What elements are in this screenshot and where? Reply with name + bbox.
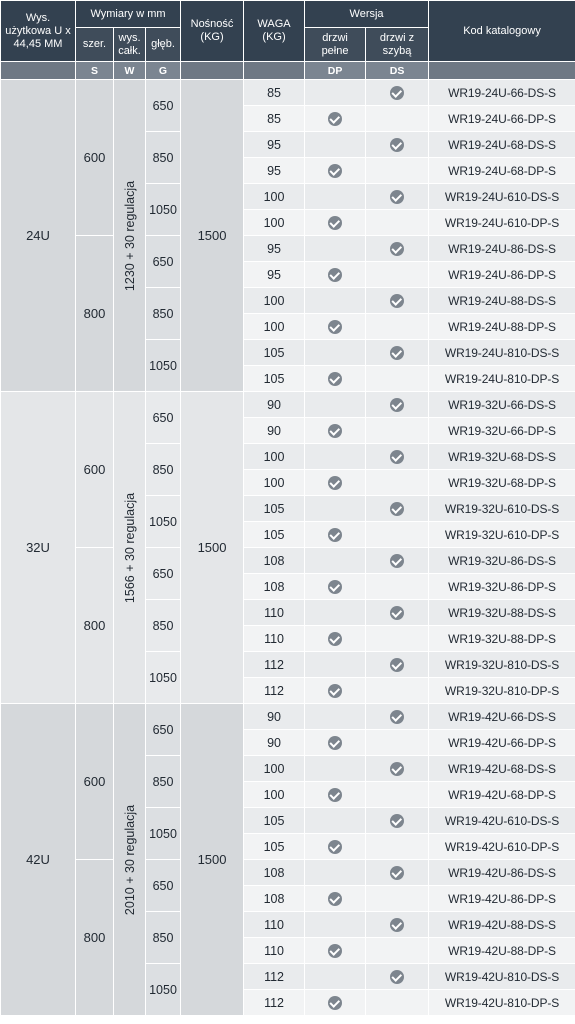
glass-door-cell (366, 314, 429, 340)
catalog-code-cell: WR19-32U-810-DS-S (429, 652, 575, 678)
height-u-cell: 42U (1, 704, 76, 1016)
weight-cell: 100 (244, 210, 305, 236)
code-blank (181, 62, 244, 80)
code-total-height: W (114, 62, 146, 80)
solid-door-cell (305, 860, 366, 886)
glass-door-cell (366, 522, 429, 548)
width-cell: 800 (76, 236, 114, 392)
solid-door-cell (305, 678, 366, 704)
header-total-height: wys. całk. (114, 28, 146, 62)
glass-door-cell (366, 860, 429, 886)
solid-door-cell (305, 834, 366, 860)
weight-cell: 105 (244, 808, 305, 834)
catalog-code-cell: WR19-42U-66-DP-S (429, 730, 575, 756)
glass-door-cell (366, 730, 429, 756)
catalog-code-cell: WR19-32U-810-DP-S (429, 678, 575, 704)
check-circle-icon (390, 814, 404, 828)
weight-cell: 90 (244, 704, 305, 730)
weight-cell: 110 (244, 938, 305, 964)
check-circle-icon (328, 476, 342, 490)
depth-cell: 650 (146, 860, 181, 912)
check-circle-icon (390, 710, 404, 724)
solid-door-cell (305, 262, 366, 288)
solid-door-cell (305, 990, 366, 1016)
weight-cell: 90 (244, 730, 305, 756)
weight-cell: 100 (244, 184, 305, 210)
width-cell: 800 (76, 860, 114, 1016)
check-circle-icon (328, 840, 342, 854)
table-row (1, 548, 575, 574)
depth-cell: 650 (146, 80, 181, 132)
check-circle-icon (328, 684, 342, 698)
depth-cell: 650 (146, 548, 181, 600)
solid-door-cell (305, 132, 366, 158)
catalog-code-cell: WR19-24U-86-DS-S (429, 236, 575, 262)
code-depth: G (146, 62, 181, 80)
catalog-code-cell: WR19-24U-810-DP-S (429, 366, 575, 392)
glass-door-cell (366, 990, 429, 1016)
glass-door-cell (366, 756, 429, 782)
weight-cell: 105 (244, 834, 305, 860)
catalog-code-cell: WR19-42U-66-DS-S (429, 704, 575, 730)
width-cell: 600 (76, 80, 114, 236)
catalog-code-cell: WR19-42U-810-DS-S (429, 964, 575, 990)
check-circle-icon (390, 86, 404, 100)
weight-cell: 110 (244, 600, 305, 626)
solid-door-cell (305, 626, 366, 652)
solid-door-cell (305, 210, 366, 236)
depth-cell: 1050 (146, 496, 181, 548)
header-depth: głęb. (146, 28, 181, 62)
check-circle-icon (390, 658, 404, 672)
glass-door-cell (366, 886, 429, 912)
solid-door-cell (305, 418, 366, 444)
catalog-code-cell: WR19-42U-88-DS-S (429, 912, 575, 938)
weight-cell: 108 (244, 860, 305, 886)
glass-door-cell (366, 938, 429, 964)
depth-cell: 850 (146, 288, 181, 340)
glass-door-cell (366, 210, 429, 236)
table-row (1, 392, 575, 418)
solid-door-cell (305, 340, 366, 366)
check-circle-icon (390, 294, 404, 308)
glass-door-cell (366, 652, 429, 678)
total-height-label: 2010 + 30 regulacja (122, 804, 137, 915)
weight-cell: 108 (244, 548, 305, 574)
weight-cell: 100 (244, 782, 305, 808)
width-cell: 600 (76, 704, 114, 860)
total-height-cell (114, 80, 146, 392)
check-circle-icon (390, 398, 404, 412)
glass-door-cell (366, 444, 429, 470)
header-version: Wersja (305, 1, 429, 28)
depth-cell: 1050 (146, 964, 181, 1016)
catalog-code-cell: WR19-24U-66-DP-S (429, 106, 575, 132)
solid-door-cell (305, 808, 366, 834)
weight-cell: 90 (244, 392, 305, 418)
check-circle-icon (328, 112, 342, 126)
glass-door-cell (366, 340, 429, 366)
glass-door-cell (366, 912, 429, 938)
header-dimensions: Wymiary w mm (76, 1, 181, 28)
depth-cell: 1050 (146, 340, 181, 392)
weight-cell: 112 (244, 964, 305, 990)
glass-door-cell (366, 704, 429, 730)
code-blank (244, 62, 305, 80)
catalog-code-cell: WR19-24U-68-DP-S (429, 158, 575, 184)
weight-cell: 112 (244, 990, 305, 1016)
weight-cell: 95 (244, 262, 305, 288)
weight-cell: 85 (244, 106, 305, 132)
height-u-cell: 32U (1, 392, 76, 704)
check-circle-icon (390, 138, 404, 152)
solid-door-cell (305, 80, 366, 106)
solid-door-cell (305, 444, 366, 470)
glass-door-cell (366, 184, 429, 210)
total-height-cell (114, 392, 146, 704)
glass-door-cell (366, 392, 429, 418)
solid-door-cell (305, 288, 366, 314)
solid-door-cell (305, 392, 366, 418)
depth-cell: 1050 (146, 652, 181, 704)
solid-door-cell (305, 938, 366, 964)
check-circle-icon (328, 580, 342, 594)
catalog-code-cell: WR19-42U-88-DP-S (429, 938, 575, 964)
catalog-code-cell: WR19-24U-88-DS-S (429, 288, 575, 314)
catalog-code-cell: WR19-32U-66-DP-S (429, 418, 575, 444)
header-load: Nośność (KG) (181, 1, 244, 62)
glass-door-cell (366, 574, 429, 600)
weight-cell: 112 (244, 652, 305, 678)
glass-door-cell (366, 288, 429, 314)
table-row (1, 236, 575, 262)
glass-door-cell (366, 132, 429, 158)
depth-cell: 850 (146, 756, 181, 808)
height-u-cell: 24U (1, 80, 76, 392)
catalog-code-cell: WR19-42U-86-DS-S (429, 860, 575, 886)
code-blank (429, 62, 575, 80)
glass-door-cell (366, 808, 429, 834)
depth-cell: 850 (146, 912, 181, 964)
header-solid-door: drzwi pełne (305, 28, 366, 62)
code-glass-door: DS (366, 62, 429, 80)
code-blank (1, 62, 76, 80)
check-circle-icon (328, 268, 342, 282)
load-cell: 1500 (181, 704, 244, 1016)
depth-cell: 850 (146, 132, 181, 184)
header-height-u: Wys. użytkowa U x 44,45 MM (1, 1, 76, 62)
solid-door-cell (305, 158, 366, 184)
check-circle-icon (390, 346, 404, 360)
check-circle-icon (328, 424, 342, 438)
check-circle-icon (390, 918, 404, 932)
depth-cell: 1050 (146, 808, 181, 860)
weight-cell: 108 (244, 886, 305, 912)
weight-cell: 95 (244, 132, 305, 158)
glass-door-cell (366, 782, 429, 808)
solid-door-cell (305, 496, 366, 522)
table-row (1, 860, 575, 886)
glass-door-cell (366, 106, 429, 132)
catalog-code-cell: WR19-24U-88-DP-S (429, 314, 575, 340)
solid-door-cell (305, 730, 366, 756)
code-solid-door: DP (305, 62, 366, 80)
weight-cell: 108 (244, 574, 305, 600)
weight-cell: 105 (244, 340, 305, 366)
weight-cell: 85 (244, 80, 305, 106)
catalog-code-cell: WR19-42U-810-DP-S (429, 990, 575, 1016)
solid-door-cell (305, 184, 366, 210)
check-circle-icon (328, 996, 342, 1010)
catalog-code-cell: WR19-32U-68-DS-S (429, 444, 575, 470)
check-circle-icon (390, 242, 404, 256)
catalog-code-cell: WR19-24U-610-DP-S (429, 210, 575, 236)
weight-cell: 105 (244, 366, 305, 392)
solid-door-cell (305, 756, 366, 782)
check-circle-icon (328, 892, 342, 906)
glass-door-cell (366, 470, 429, 496)
check-circle-icon (328, 372, 342, 386)
weight-cell: 110 (244, 912, 305, 938)
check-circle-icon (328, 944, 342, 958)
width-cell: 600 (76, 392, 114, 548)
weight-cell: 95 (244, 236, 305, 262)
glass-door-cell (366, 158, 429, 184)
catalog-code-cell: WR19-32U-610-DP-S (429, 522, 575, 548)
weight-cell: 100 (244, 756, 305, 782)
width-cell: 800 (76, 548, 114, 704)
check-circle-icon (328, 216, 342, 230)
solid-door-cell (305, 548, 366, 574)
catalog-code-cell: WR19-32U-610-DS-S (429, 496, 575, 522)
catalog-code-cell: WR19-24U-810-DS-S (429, 340, 575, 366)
depth-cell: 650 (146, 704, 181, 756)
solid-door-cell (305, 782, 366, 808)
depth-cell: 850 (146, 444, 181, 496)
glass-door-cell (366, 496, 429, 522)
weight-cell: 110 (244, 626, 305, 652)
weight-cell: 100 (244, 444, 305, 470)
glass-door-cell (366, 262, 429, 288)
total-height-label: 1566 + 30 regulacja (122, 492, 137, 603)
check-circle-icon (390, 606, 404, 620)
header-weight: WAGA (KG) (244, 1, 305, 62)
header-width: szer. (76, 28, 114, 62)
load-cell: 1500 (181, 392, 244, 704)
load-cell: 1500 (181, 80, 244, 392)
catalog-code-cell: WR19-42U-68-DS-S (429, 756, 575, 782)
solid-door-cell (305, 314, 366, 340)
table-row (1, 704, 575, 730)
depth-cell: 650 (146, 236, 181, 288)
check-circle-icon (390, 866, 404, 880)
code-width: S (76, 62, 114, 80)
catalog-code-cell: WR19-24U-68-DS-S (429, 132, 575, 158)
catalog-code-cell: WR19-42U-610-DS-S (429, 808, 575, 834)
check-circle-icon (328, 736, 342, 750)
glass-door-cell (366, 366, 429, 392)
total-height-cell (114, 704, 146, 1016)
catalog-code-cell: WR19-24U-610-DS-S (429, 184, 575, 210)
check-circle-icon (390, 190, 404, 204)
catalog-code-cell: WR19-24U-66-DS-S (429, 80, 575, 106)
solid-door-cell (305, 600, 366, 626)
total-height-label: 1230 + 30 regulacja (122, 180, 137, 291)
catalog-code-cell: WR19-42U-86-DP-S (429, 886, 575, 912)
depth-cell: 1050 (146, 184, 181, 236)
weight-cell: 105 (244, 496, 305, 522)
solid-door-cell (305, 366, 366, 392)
spec-body (1, 80, 575, 1016)
weight-cell: 105 (244, 522, 305, 548)
catalog-code-cell: WR19-42U-610-DP-S (429, 834, 575, 860)
solid-door-cell (305, 886, 366, 912)
solid-door-cell (305, 574, 366, 600)
check-circle-icon (390, 502, 404, 516)
weight-cell: 100 (244, 314, 305, 340)
glass-door-cell (366, 548, 429, 574)
glass-door-cell (366, 678, 429, 704)
depth-cell: 650 (146, 392, 181, 444)
glass-door-cell (366, 236, 429, 262)
header-catalog-code: Kod katalogowy (429, 1, 575, 62)
glass-door-cell (366, 964, 429, 990)
check-circle-icon (390, 554, 404, 568)
catalog-code-cell: WR19-32U-88-DS-S (429, 600, 575, 626)
catalog-code-cell: WR19-32U-86-DS-S (429, 548, 575, 574)
solid-door-cell (305, 470, 366, 496)
check-circle-icon (390, 970, 404, 984)
weight-cell: 100 (244, 288, 305, 314)
weight-cell: 100 (244, 470, 305, 496)
glass-door-cell (366, 418, 429, 444)
table-row (1, 80, 575, 106)
catalog-code-cell: WR19-32U-86-DP-S (429, 574, 575, 600)
catalog-code-cell: WR19-32U-68-DP-S (429, 470, 575, 496)
check-circle-icon (328, 164, 342, 178)
solid-door-cell (305, 236, 366, 262)
depth-cell: 850 (146, 600, 181, 652)
check-circle-icon (328, 528, 342, 542)
catalog-code-cell: WR19-32U-88-DP-S (429, 626, 575, 652)
solid-door-cell (305, 964, 366, 990)
catalog-code-cell: WR19-24U-86-DP-S (429, 262, 575, 288)
check-circle-icon (390, 450, 404, 464)
check-circle-icon (390, 762, 404, 776)
weight-cell: 112 (244, 678, 305, 704)
glass-door-cell (366, 600, 429, 626)
glass-door-cell (366, 834, 429, 860)
glass-door-cell (366, 80, 429, 106)
solid-door-cell (305, 704, 366, 730)
solid-door-cell (305, 106, 366, 132)
header-glass-door: drzwi z szybą (366, 28, 429, 62)
solid-door-cell (305, 912, 366, 938)
weight-cell: 95 (244, 158, 305, 184)
solid-door-cell (305, 652, 366, 678)
solid-door-cell (305, 522, 366, 548)
catalog-code-cell: WR19-32U-66-DS-S (429, 392, 575, 418)
check-circle-icon (328, 632, 342, 646)
weight-cell: 90 (244, 418, 305, 444)
check-circle-icon (328, 788, 342, 802)
catalog-code-cell: WR19-42U-68-DP-S (429, 782, 575, 808)
glass-door-cell (366, 626, 429, 652)
check-circle-icon (328, 320, 342, 334)
